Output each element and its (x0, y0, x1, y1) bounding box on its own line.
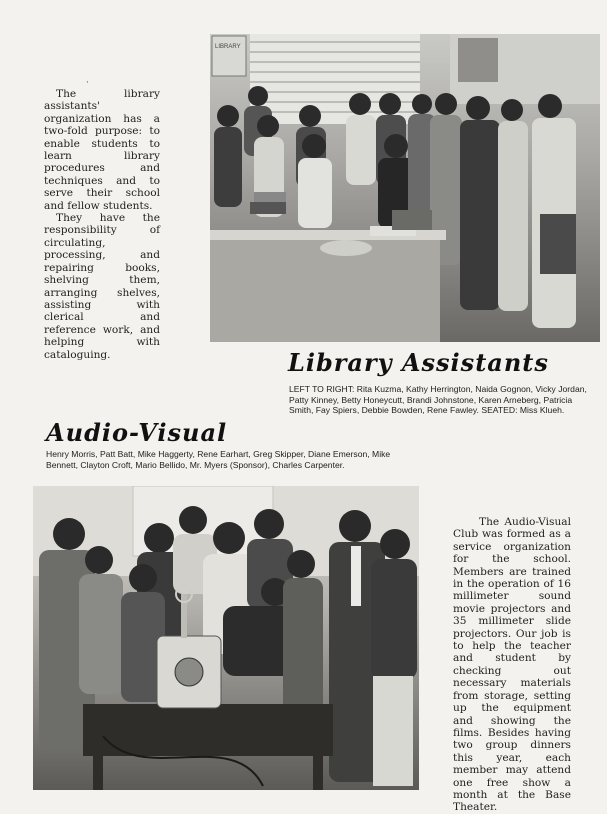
library-assistants-photo (210, 34, 600, 342)
library-photo-illustration (210, 34, 600, 342)
library-assistants-intro (44, 88, 160, 361)
audio-visual-photo (33, 486, 419, 790)
audio-visual-description (453, 516, 571, 814)
audio-visual-caption: Henry Morris, Patt Batt, Mike Haggerty, Rene Earhart, Greg Skipper, Diane Emerson, Mike Bennett, Clayton Croft, Mario Bellido, Mr. Myers (Sponsor), Charles Carpenter. (46, 449, 391, 470)
svg-text:LIBRARY: LIBRARY (215, 44, 241, 50)
library-assistants-caption: LEFT TO RIGHT: Rita Kuzma, Kathy Herrington, Naida Gognon, Vicky Jordan, Patty Kinney, Betty Honeycutt, Brandi Johnstone, Karen Arneberg, Patricia Smith, Fay Spiers, Debbie Bowden, Rene Fawley. SEATED: Miss Klueh. (289, 384, 587, 415)
audio-visual-description-text: The Audio-Visual Club was formed as a service organization for the school. Members are trained in the operation of 16 millimeter sound movie projectors and 35 millimeter slide projectors. Our job is to help the teacher and student by checking out necessary materials from storage, setting up the equipment and showing the films. Besides having two group dinners this year, each member may attend one free show a month at the Base Theater. (453, 516, 571, 814)
library-intro-paragraph-1: The library assistants' organization has a two-fold purpose: to enable students to learn library procedures and techniques and to serve their school and fellow students. (44, 88, 160, 212)
margin-mark: · (86, 78, 89, 88)
library-assistants-heading: Library Assistants (288, 348, 549, 377)
audio-visual-heading: Audio-Visual (46, 418, 228, 447)
audio-visual-photo-illustration (33, 486, 419, 790)
library-intro-paragraph-2: They have the responsibility of circulating, processing, and repairing books, shelving them, arranging shelves, assisting with clerical and reference work, and helping with cataloguing. (44, 212, 160, 361)
